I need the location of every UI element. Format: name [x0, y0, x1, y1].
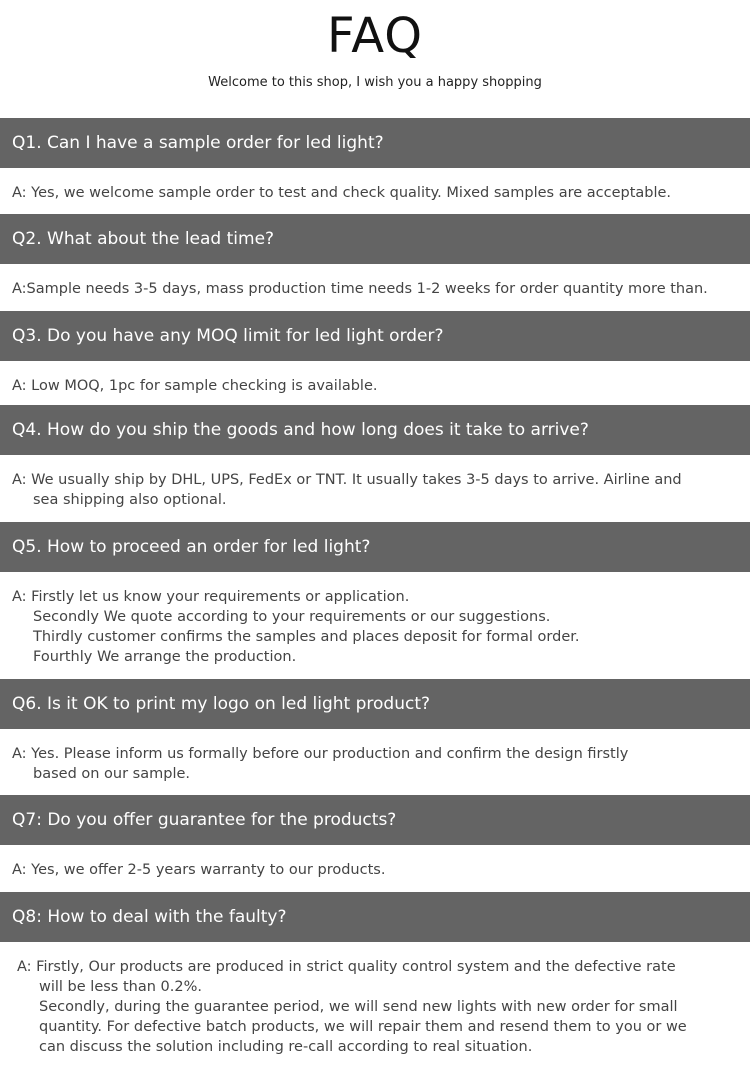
faq-answer-3 [12, 376, 740, 396]
faq-question-7: Q7: Do you offer guarantee for the products? [0, 795, 750, 845]
faq-question-2: Q2. What about the lead time? [0, 214, 750, 264]
answer-line: will be less than 0.2%. [39, 979, 202, 995]
answer-line: A:Sample needs 3-5 days, mass production time needs 1-2 weeks for order quantity more than. [12, 281, 708, 297]
answer-line: A: We usually ship by DHL, UPS, FedEx or TNT. It usually takes 3-5 days to arrive. Airline and [12, 472, 682, 488]
page-subtitle: Welcome to this shop, I wish you a happy shopping [208, 75, 542, 90]
faq-answer-2 [12, 279, 740, 299]
answer-line: Secondly, during the guarantee period, we will send new lights with new order for small [39, 999, 678, 1015]
faq-answer-5 [12, 587, 740, 667]
faq-question-1: Q1. Can I have a sample order for led light? [0, 118, 750, 168]
answer-line: Thirdly customer confirms the samples and places deposit for formal order. [33, 629, 580, 645]
faq-question-8: Q8: How to deal with the faulty? [0, 892, 750, 942]
answer-line: A: Low MOQ, 1pc for sample checking is available. [12, 378, 378, 394]
answer-line: A: Yes. Please inform us formally before our production and confirm the design firstly [12, 746, 629, 762]
answer-line: Fourthly We arrange the production. [33, 649, 297, 665]
answer-line: A: Firstly, Our products are produced in strict quality control system and the defective rate [17, 959, 676, 975]
faq-question-5: Q5. How to proceed an order for led light? [0, 522, 750, 572]
answer-line: A: Firstly let us know your requirements or application. [12, 589, 410, 605]
answer-line: A: Yes, we welcome sample order to test and check quality. Mixed samples are acceptable. [12, 185, 672, 201]
page-title: FAQ [327, 8, 423, 64]
answer-line: based on our sample. [33, 766, 191, 782]
answer-line: can discuss the solution including re-call according to real situation. [39, 1039, 533, 1055]
answer-line: sea shipping also optional. [33, 492, 227, 508]
faq-question-4: Q4. How do you ship the goods and how long does it take to arrive? [0, 405, 750, 455]
faq-question-6: Q6. Is it OK to print my logo on led light product? [0, 679, 750, 729]
faq-question-3: Q3. Do you have any MOQ limit for led light order? [0, 311, 750, 361]
faq-answer-8 [17, 957, 745, 1057]
answer-line: Secondly We quote according to your requirements or our suggestions. [33, 609, 551, 625]
answer-line: quantity. For defective batch products, we will repair them and resend them to you or we [39, 1019, 687, 1035]
faq-answer-1 [12, 183, 740, 203]
faq-answer-7 [12, 860, 740, 880]
faq-answer-6 [12, 744, 740, 784]
answer-line: A: Yes, we offer 2-5 years warranty to our products. [12, 862, 386, 878]
faq-answer-4 [12, 470, 740, 510]
